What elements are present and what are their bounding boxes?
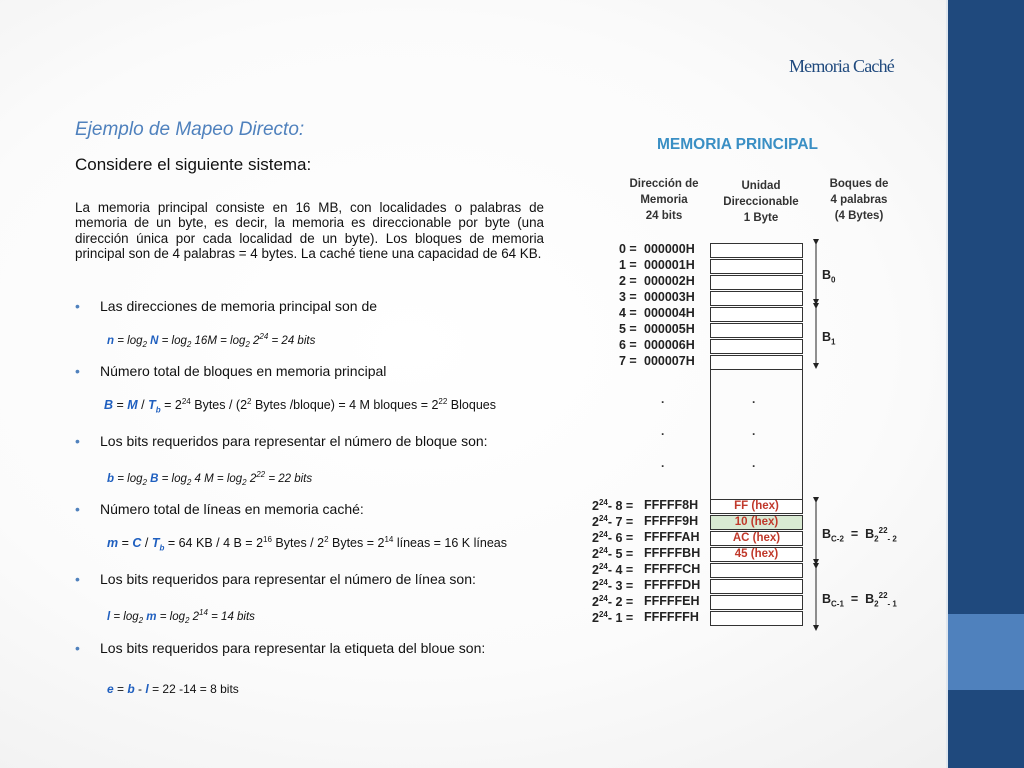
memory-cell [710, 291, 803, 306]
memory-cell-value: 10 (hex) [734, 516, 779, 528]
bullet-icon: • [75, 433, 80, 449]
memory-cell-value [710, 579, 803, 594]
address-index: 6 = [619, 338, 637, 352]
memory-cell-value [710, 563, 803, 578]
memory-cell-value [710, 611, 803, 626]
address-index: $2^{24}-$ 5 = [592, 546, 634, 562]
bullet-icon: • [75, 640, 80, 656]
address-index: $2^{24}-$ 1 = [592, 610, 634, 626]
block-label-bc1: $B_{C-1} = B_2^{22}_{- 1}$ [822, 591, 897, 609]
address-index: $2^{24}-$ 4 = [592, 562, 634, 578]
block-label-b1: $B_1$ [822, 330, 836, 347]
formula-tag-bits: e = b - l = 22 -14 = 8 bits [107, 682, 239, 696]
memory-cell [710, 307, 803, 322]
memory-cell [710, 259, 803, 274]
bullet-total-blocks: • Número total de bloques en memoria principal [75, 363, 387, 379]
address-index: $2^{24}-$ 3 = [592, 578, 634, 594]
bullet-block-bits: • Los bits requeridos para representar el número de bloque son: [75, 433, 488, 449]
bullet-address-bits: • Las direcciones de memoria principal son de [75, 298, 378, 314]
address-index: 2 = [619, 274, 637, 288]
block-label-bc2: $B_{C-2} = B_2^{22}_{- 2}$ [822, 526, 897, 544]
address-index: $2^{24}-$ 7 = [592, 514, 634, 530]
address-index: 7 = [619, 354, 637, 368]
column-header-blocks: Boques de 4 palabras (4 Bytes) [829, 178, 889, 222]
address-value: FFFFFCH [644, 562, 701, 576]
address-value: FFFFF8H [644, 498, 699, 512]
ellipsis-dot: . [661, 456, 665, 470]
address-value: 000004H [644, 306, 695, 320]
bullet-icon: • [75, 571, 80, 587]
block-label-b0: $B_0$ [822, 268, 836, 285]
decorative-sidebar-accent [948, 614, 1024, 690]
address-index: $2^{24}-$ 8 = [592, 498, 634, 514]
formula-address-bits: $n = \log_2 N = \log_2 16M = \log_2 2^{24} = 24$ bits [107, 332, 316, 350]
address-value: 000005H [644, 322, 695, 336]
formula-block-bits: $b = \log_2 B = \log_2 4$ $M = \log_2 2^{22} = 22$ bits [107, 470, 313, 488]
bullet-icon: • [75, 501, 80, 517]
bullet-cache-lines: • Número total de líneas en memoria caché: [75, 501, 364, 517]
column-header-address: Dirección de Memoria 24 bits [629, 178, 699, 222]
intro-text: Considere el siguiente sistema: [75, 155, 312, 174]
ellipsis-dot: . [752, 392, 756, 406]
memory-cell-value: AC (hex) [732, 532, 781, 544]
description-paragraph: La memoria principal consiste en 16 MB, con localidades o palabras de memoria de un byte, es decir, la memoria es direccionable por byte (una dirección única por cada localidad de un byte). Los bloques de memoria principal son de 4 palabras = 4 bytes. La caché tiene una capacidad de 64 KB. [75, 200, 544, 262]
address-value: 000000H [644, 242, 695, 256]
ellipsis-dot: . [661, 424, 665, 438]
ellipsis-dot: . [752, 424, 756, 438]
diagram-title: MEMORIA PRINCIPAL [657, 136, 819, 153]
memory-cell [710, 323, 803, 338]
address-index: 3 = [619, 290, 637, 304]
address-index: 5 = [619, 322, 637, 336]
formula-total-blocks: $B = M / T_b = 2^{24}$ Bytes / ($2^2$ Bytes /bloque) = 4 M bloques = $2^{22}$ Bloques [104, 397, 496, 415]
memory-column-gap [710, 370, 803, 500]
memory-cell [710, 355, 803, 370]
memory-cell-value: FF (hex) [734, 500, 779, 512]
address-index: $2^{24}-$ 6 = [592, 530, 634, 546]
address-value: 000003H [644, 290, 695, 304]
memory-cell-value [710, 595, 803, 610]
block-brackets [806, 236, 826, 636]
bullet-icon: • [75, 298, 80, 314]
address-value: FFFFFEH [644, 594, 700, 608]
address-value: FFFFF9H [644, 514, 699, 528]
memory-cell [710, 243, 803, 258]
address-value: 000002H [644, 274, 695, 288]
address-value: FFFFFAH [644, 530, 700, 544]
bullet-tag-bits: • Los bits requeridos para representar la etiqueta del bloue son: [75, 640, 486, 656]
address-value: FFFFFBH [644, 546, 701, 560]
address-index: $2^{24}-$ 2 = [592, 594, 634, 610]
memory-cell [710, 275, 803, 290]
formula-line-bits: $l = \log_2 m = \log_2 2^{14} = 14$ bits [107, 608, 255, 626]
ellipsis-dot: . [752, 456, 756, 470]
bullet-line-bits: • Los bits requeridos para representar el número de línea son: [75, 571, 476, 587]
address-value: FFFFFDH [644, 578, 701, 592]
slide-subtitle: Ejemplo de Mapeo Directo: [75, 119, 305, 140]
address-index: 1 = [619, 258, 637, 272]
address-value: 000006H [644, 338, 695, 352]
memory-cell-value: 45 (hex) [734, 548, 779, 560]
address-index: 4 = [619, 306, 637, 320]
memory-cell [710, 339, 803, 354]
ellipsis-dot: . [661, 392, 665, 406]
address-value: 000001H [644, 258, 695, 272]
bullet-icon: • [75, 363, 80, 379]
address-value: FFFFFFH [644, 610, 699, 624]
address-index: 0 = [619, 242, 637, 256]
formula-cache-lines: $m = C / T_b = 64$ KB / 4 $B = 2^{16}$ Bytes / $2^2$ Bytes = $2^{14}$ líneas = 16 K líneas [107, 535, 507, 553]
address-value: 000007H [644, 354, 695, 368]
column-header-unit: Unidad Direccionable 1 Byte [723, 180, 799, 224]
slide-title: Memoria Caché [788, 56, 894, 76]
